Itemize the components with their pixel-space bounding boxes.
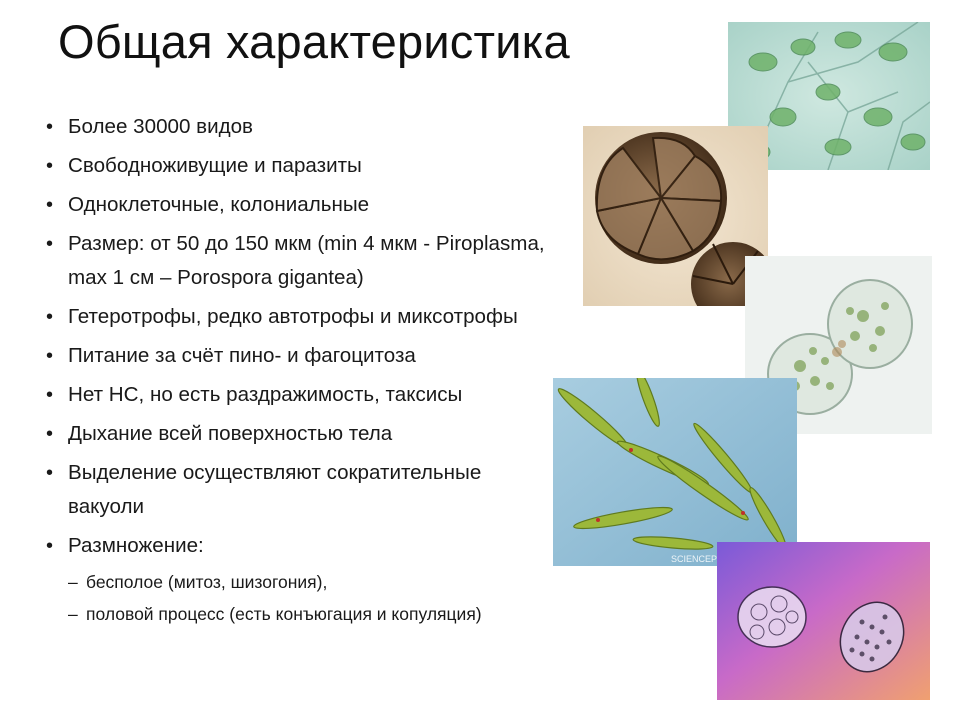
bullet-item: • Одноклеточные, колониальные bbox=[46, 188, 561, 222]
bullet-item: • Размер: от 50 до 150 мкм (min 4 мкм - Piroplasma, max 1 см – Porospora gigantea) bbox=[46, 227, 561, 295]
bullet-item: • Нет НС, но есть раздражимость, таксисы bbox=[46, 378, 561, 412]
bullet-item: • Более 30000 видов bbox=[46, 110, 561, 144]
bullet-item-reproduction: • Размножение: – бесполое (митоз, шизогония), – половой процесс (есть конъюгация и копуляция) bbox=[46, 529, 561, 629]
watermark-text: SCIENCEP bbox=[671, 554, 718, 564]
slide-title: Общая характеристика bbox=[58, 15, 570, 68]
bullet-item: • Гетеротрофы, редко автотрофы и миксотрофы bbox=[46, 300, 561, 334]
sub-item-asexual: – бесполое (митоз, шизогония), bbox=[68, 567, 561, 597]
bullet-item: • Питание за счёт пино- и фагоцитоза bbox=[46, 339, 561, 373]
bullet-item: • Свободноживущие и паразиты bbox=[46, 149, 561, 183]
bullet-item: • Выделение осуществляют сократительные вакуоли bbox=[46, 456, 561, 524]
bullet-item: • Дыхание всей поверхностью тела bbox=[46, 417, 561, 451]
sub-item-sexual: – половой процесс (есть конъюгация и копуляция) bbox=[68, 599, 561, 629]
photo-foraminifera bbox=[583, 126, 768, 306]
bullet-list bbox=[46, 110, 561, 634]
reproduction-sublist bbox=[68, 567, 561, 629]
photo-radiolaria bbox=[717, 542, 930, 700]
photo-euglena bbox=[553, 378, 797, 566]
